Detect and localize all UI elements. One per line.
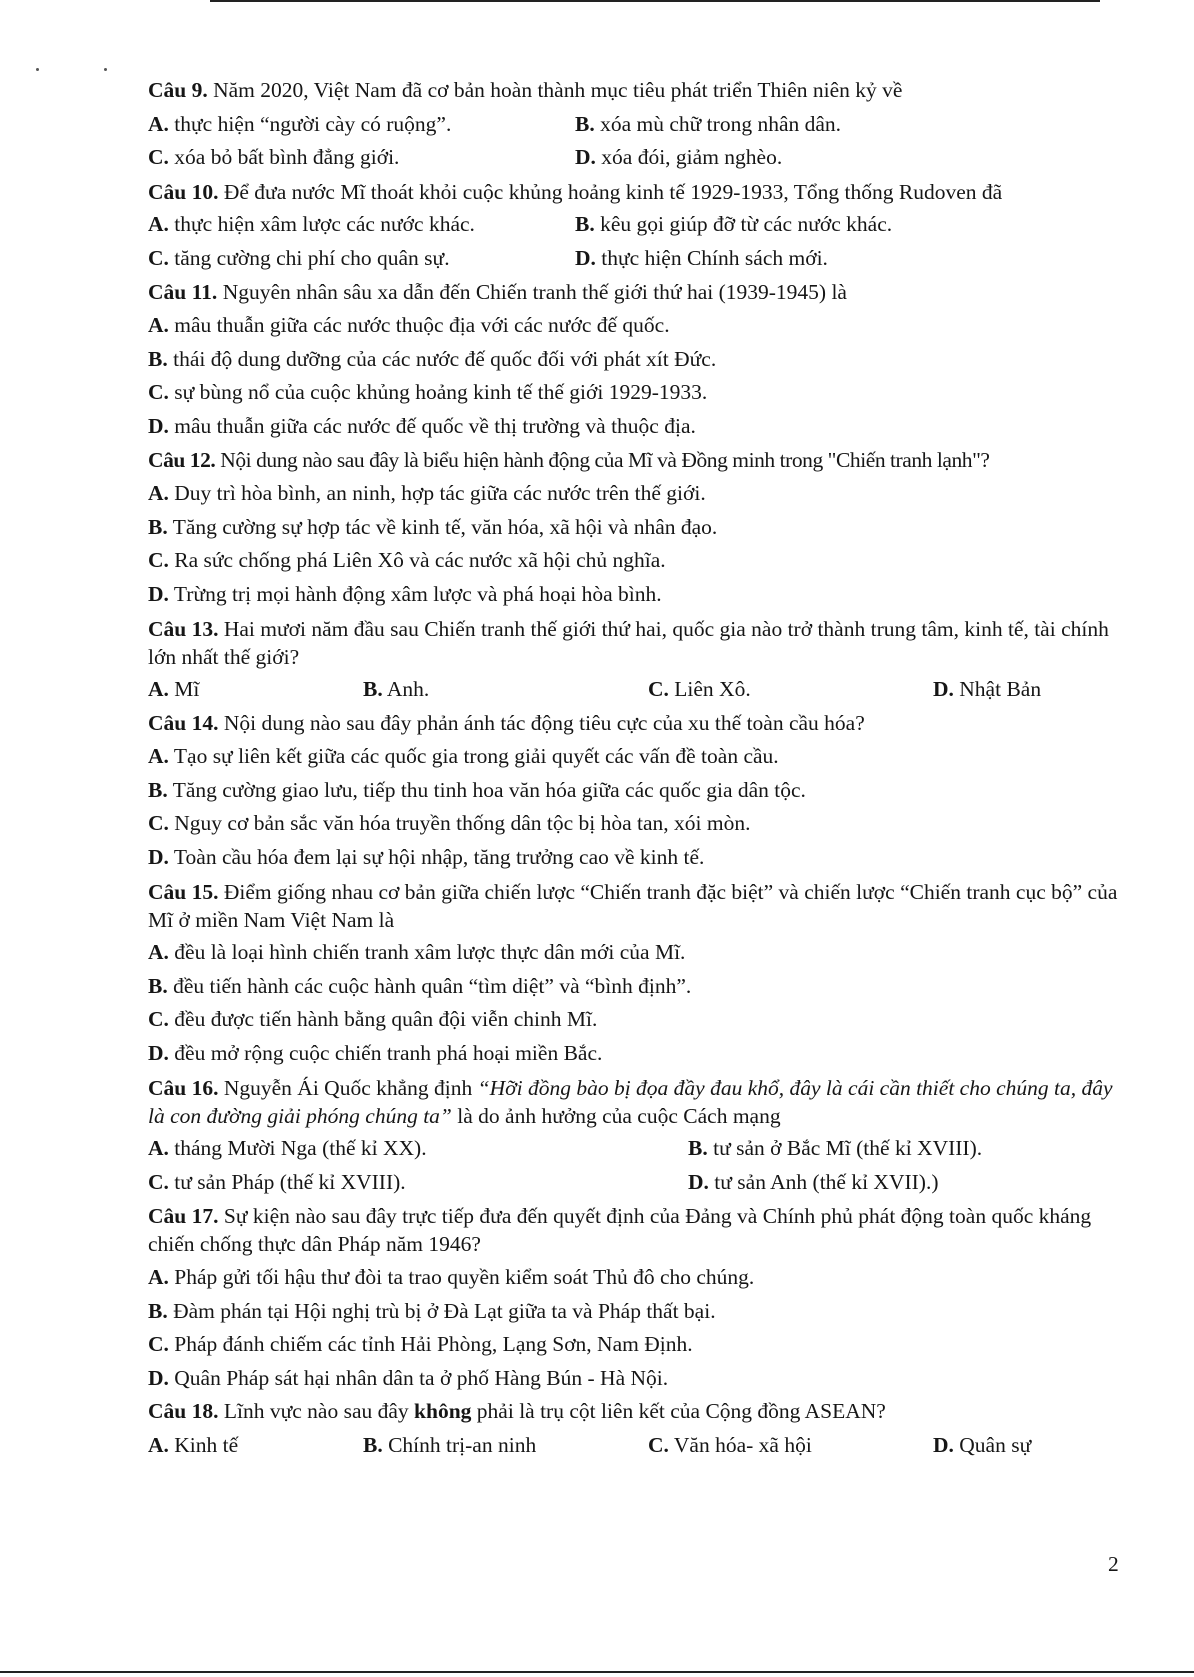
option-letter: C. [148, 1332, 169, 1357]
option-text: mâu thuẫn giữa các nước đế quốc về thị trường và thuộc địa. [168, 413, 696, 438]
question-label: Câu 10. [148, 179, 219, 204]
option-text: Văn hóa- xã hội [668, 1432, 812, 1457]
question-18 [148, 1395, 1128, 1429]
option-a [148, 309, 1128, 343]
option-text: kêu gọi giúp đỡ từ các nước khác. [594, 212, 893, 237]
option-letter: A. [148, 481, 169, 506]
option-letter: D. [933, 677, 954, 702]
question-12 [148, 444, 1128, 478]
question-10 [148, 175, 1128, 209]
option-letter: B. [688, 1136, 708, 1161]
option-text: Liên Xô. [668, 677, 751, 702]
quote-text: “Hỡi đồng bào bị đọa đầy đau khổ, đây là cái cần thiết cho chúng ta, đây là con đường giải phóng chúng ta” [148, 1075, 1113, 1128]
question-17 [148, 1199, 1128, 1261]
question-9 [148, 74, 1128, 108]
option-a [148, 1429, 238, 1463]
question-text: Nguyên nhân sâu xa dẫn đến Chiến tranh thế giới thứ hai (1939-1945) là [217, 279, 847, 304]
options-row [148, 1166, 1128, 1200]
option-b [575, 108, 841, 142]
option-a [148, 673, 199, 707]
option-text: xóa bỏ bất bình đẳng giới. [168, 145, 400, 170]
option-text: xóa mù chữ trong nhân dân. [594, 111, 842, 136]
option-c [148, 376, 1128, 410]
option-letter: C. [148, 548, 169, 573]
question-text: phải là trụ cột liên kết của Cộng đồng ASEAN? [471, 1399, 886, 1424]
option-letter: A. [148, 313, 169, 338]
option-c [648, 1429, 812, 1463]
option-text: tháng Mười Nga (thế kỉ XX). [168, 1136, 427, 1161]
option-letter: B. [148, 777, 168, 802]
option-text: Quân Pháp sát hại nhân dân ta ở phố Hàng Bún - Hà Nội. [168, 1365, 669, 1390]
option-c [148, 1003, 1128, 1037]
options-row [148, 108, 1128, 142]
option-text: Mĩ [168, 677, 200, 702]
option-letter: B. [575, 212, 595, 237]
option-letter: C. [648, 1432, 669, 1457]
option-letter: D. [575, 245, 596, 270]
option-a [148, 108, 451, 142]
option-text: tăng cường chi phí cho quân sự. [168, 245, 450, 270]
option-letter: C. [648, 677, 669, 702]
option-text: Ra sức chống phá Liên Xô và các nước xã hội chủ nghĩa. [168, 548, 666, 573]
option-b [148, 970, 1128, 1004]
scan-speck [104, 68, 107, 71]
option-a [148, 1261, 1128, 1295]
option-letter: A. [148, 677, 169, 702]
question-text: Lĩnh vực nào sau đây [218, 1399, 415, 1424]
option-text: thực hiện Chính sách mới. [595, 245, 828, 270]
question-label: Câu 14. [148, 710, 219, 735]
option-d [148, 1362, 1128, 1396]
option-letter: A. [148, 940, 169, 965]
scan-speck [36, 68, 39, 71]
option-letter: A. [148, 744, 169, 769]
option-text: tư sản ở Bắc Mĩ (thế kỉ XVIII). [707, 1136, 983, 1161]
option-letter: C. [148, 245, 169, 270]
option-text: Trừng trị mọi hành động xâm lược và phá hoại hòa bình. [168, 581, 662, 606]
option-d [575, 242, 828, 276]
option-text: xóa đói, giảm nghèo. [595, 145, 783, 170]
option-text: mâu thuẫn giữa các nước thuộc địa với các nước đế quốc. [168, 313, 670, 338]
option-letter: B. [148, 973, 168, 998]
option-d [148, 578, 1128, 612]
option-d [148, 1037, 1128, 1071]
option-d [688, 1166, 939, 1200]
page-number: 2 [1108, 1552, 1119, 1576]
option-d [933, 673, 1041, 707]
option-b [575, 208, 892, 242]
question-label: Câu 12. [148, 447, 216, 472]
option-a [148, 208, 475, 242]
question-text: là do ảnh hưởng của cuộc Cách mạng [451, 1103, 781, 1128]
option-text: đều mở rộng cuộc chiến tranh phá hoại miền Bắc. [168, 1041, 603, 1066]
option-d [575, 141, 782, 175]
option-b [148, 1295, 1128, 1329]
option-c [148, 807, 1128, 841]
question-label: Câu 18. [148, 1399, 219, 1424]
question-text: Năm 2020, Việt Nam đã cơ bản hoàn thành mục tiêu phát triển Thiên niên kỷ về [207, 78, 903, 102]
options-row [148, 242, 1128, 276]
option-text: đều là loại hình chiến tranh xâm lược thực dân mới của Mĩ. [168, 940, 686, 965]
option-text: Nhật Bản [953, 677, 1042, 702]
question-14 [148, 707, 1128, 741]
options-row [148, 1429, 1128, 1463]
option-c [148, 242, 450, 276]
question-11 [148, 276, 1128, 310]
exam-page [148, 74, 1128, 1463]
option-c [148, 1166, 406, 1200]
option-c [648, 673, 751, 707]
option-b [363, 673, 429, 707]
question-label: Câu 17. [148, 1204, 219, 1229]
question-text: Sự kiện nào sau đây trực tiếp đưa đến quyết định của Đảng và Chính phủ phát động toàn quốc kháng chiến chống thực dân Pháp năm 1946? [148, 1204, 1092, 1257]
question-16 [148, 1071, 1128, 1133]
option-text: thực hiện xâm lược các nước khác. [168, 212, 475, 237]
option-letter: C. [148, 811, 169, 836]
option-letter: A. [148, 1432, 169, 1457]
options-row [148, 141, 1128, 175]
question-15 [148, 875, 1128, 937]
option-text: Đàm phán tại Hội nghị trù bị ở Đà Lạt giữa ta và Pháp thất bại. [167, 1298, 716, 1323]
question-label: Câu 11. [148, 279, 218, 304]
option-letter: B. [363, 677, 383, 702]
option-text: Pháp gửi tối hậu thư đòi ta trao quyền kiểm soát Thủ đô cho chúng. [168, 1265, 755, 1289]
option-text: Pháp đánh chiếm các tỉnh Hải Phòng, Lạng Sơn, Nam Định. [168, 1332, 693, 1357]
option-text: Duy trì hòa bình, an ninh, hợp tác giữa các nước trên thế giới. [168, 481, 706, 506]
option-letter: B. [575, 111, 595, 136]
top-scan-edge [210, 0, 1100, 2]
option-letter: D. [148, 1041, 169, 1066]
question-text: Nội dung nào sau đây phản ánh tác động tiêu cực của xu thế toàn cầu hóa? [218, 710, 865, 735]
option-c [148, 544, 1128, 578]
question-label: Câu 13. [148, 616, 219, 641]
option-d [148, 410, 1128, 444]
option-text: Nguy cơ bản sắc văn hóa truyền thống dân tộc bị hòa tan, xói mòn. [168, 811, 751, 836]
option-text: sự bùng nổ của cuộc khủng hoảng kinh tế thế giới 1929-1933. [168, 380, 708, 405]
option-text: đều được tiến hành bằng quân đội viễn chinh Mĩ. [168, 1007, 598, 1032]
option-letter: D. [148, 845, 169, 870]
question-text: Điểm giống nhau cơ bản giữa chiến lược “Chiến tranh đặc biệt” và chiến lược “Chiến tranh cục bộ” của Mĩ ở miền Nam Việt Nam là [148, 879, 1118, 932]
option-b [148, 774, 1128, 808]
question-label: Câu 9. [148, 78, 208, 102]
question-label: Câu 15. [148, 879, 219, 904]
option-letter: C. [148, 380, 169, 405]
options-row [148, 673, 1128, 707]
option-letter: C. [148, 1007, 169, 1032]
emphasis-text: không [414, 1399, 472, 1424]
question-13 [148, 612, 1128, 674]
option-text: thái độ dung dưỡng của các nước đế quốc đối với phát xít Đức. [167, 346, 717, 371]
option-text: Toàn cầu hóa đem lại sự hội nhập, tăng trưởng cao về kinh tế. [168, 845, 705, 870]
options-row [148, 208, 1128, 242]
question-text: Hai mươi năm đầu sau Chiến tranh thế giới thứ hai, quốc gia nào trở thành trung tâm, kinh tế, tài chính lớn nhất thế giới? [148, 616, 1109, 669]
option-letter: C. [148, 1169, 169, 1194]
option-letter: D. [148, 1365, 169, 1390]
option-d [148, 841, 1128, 875]
option-text: Tăng cường giao lưu, tiếp thu tinh hoa văn hóa giữa các quốc gia dân tộc. [167, 777, 806, 802]
option-b [148, 343, 1128, 377]
question-text: Nội dung nào sau đây là biểu hiện hành động của Mĩ và Đồng minh trong "Chiến tranh lạnh"? [215, 447, 990, 472]
question-text: Nguyễn Ái Quốc khẳng định [218, 1075, 478, 1100]
option-text: Tăng cường sự hợp tác về kinh tế, văn hóa, xã hội và nhân đạo. [167, 514, 718, 539]
option-text: tư sản Anh (thế kỉ XVII).) [708, 1169, 939, 1194]
option-letter: C. [148, 145, 169, 170]
option-letter: A. [148, 111, 169, 136]
option-letter: B. [363, 1432, 383, 1457]
option-c [148, 141, 399, 175]
option-letter: D. [933, 1432, 954, 1457]
option-text: đều tiến hành các cuộc hành quân “tìm diệt” và “bình định”. [167, 973, 692, 998]
option-a [148, 936, 1128, 970]
option-letter: D. [575, 145, 596, 170]
option-letter: D. [148, 581, 169, 606]
option-b [688, 1132, 982, 1166]
options-row [148, 1132, 1128, 1166]
option-text: Kinh tế [168, 1432, 239, 1457]
option-letter: D. [148, 413, 169, 438]
option-letter: A. [148, 1265, 169, 1289]
option-a [148, 477, 1128, 511]
option-d [933, 1429, 1031, 1463]
option-a [148, 740, 1128, 774]
option-letter: B. [148, 346, 168, 371]
option-letter: A. [148, 212, 169, 237]
option-b [148, 511, 1128, 545]
option-letter: A. [148, 1136, 169, 1161]
option-a [148, 1132, 427, 1166]
question-label: Câu 16. [148, 1075, 219, 1100]
question-text: Để đưa nước Mĩ thoát khỏi cuộc khủng hoảng kinh tế 1929-1933, Tổng thống Rudoven đã [218, 179, 1003, 204]
option-text: Anh. [382, 677, 430, 702]
option-text: tư sản Pháp (thế kỉ XVIII). [168, 1169, 406, 1194]
option-letter: B. [148, 514, 168, 539]
option-text: Tạo sự liên kết giữa các quốc gia trong giải quyết các vấn đề toàn cầu. [168, 744, 779, 769]
bottom-scan-edge [0, 1671, 1194, 1673]
option-c [148, 1328, 1128, 1362]
option-text: thực hiện “người cày có ruộng”. [168, 111, 452, 136]
option-text: Quân sự [953, 1432, 1032, 1457]
option-letter: B. [148, 1298, 168, 1323]
option-b [363, 1429, 536, 1463]
option-text: Chính trị-an ninh [382, 1432, 537, 1457]
option-letter: D. [688, 1169, 709, 1194]
